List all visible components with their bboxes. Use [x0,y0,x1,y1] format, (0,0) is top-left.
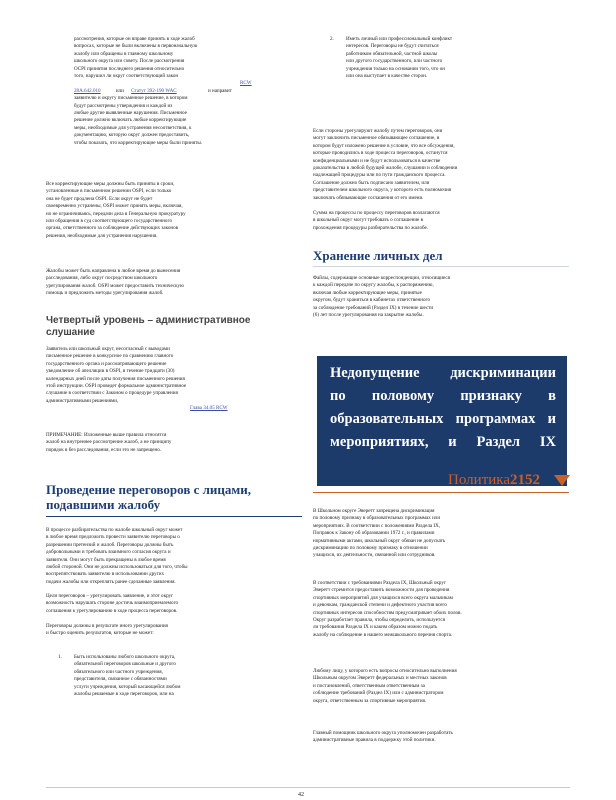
right-paragraph-6 [313,668,569,705]
text-line: учреждения только на основании того, что он [346,65,445,72]
text-line: и девочкам, гражданской степени и дефектного участия всего [313,602,447,609]
text-line: решения, необходимые для устранения нарушения. [46,232,158,239]
text-line: школьного округа или совету. После рассмотрения [74,58,185,65]
right-paragraph-3 [313,275,569,319]
text-line: вопросах, которые не были включены в первоначальную [74,43,198,50]
text-line: Быть использованы любого школьного округа, [74,654,176,660]
triangle-down-icon [554,475,570,486]
text-lines [46,181,296,240]
text-line: рассмотрения, которые он вправе принять в ходе жалоб [74,36,195,42]
text-line: заявителя. Они могут быть прекращены в любое время [46,556,166,563]
text-line: за соблюдение требований (Раздел IX) в течение шести [313,304,434,311]
text-lines [313,580,569,639]
heading-negotiation-rule [46,516,302,517]
text-line: уведомление об апелляции в ОSРI, в течение тридцати (30) [46,368,175,375]
text-line: заявителю и округу письменное решение, в котором [74,95,188,102]
text-line: административными решениями, [46,397,119,404]
text-lines [313,210,569,232]
text-line: подачи жалобы или откреплять ранее сделанные заявления. [46,578,176,585]
policy-title-line-1: Недопущение дискриминации [330,365,556,381]
text-line: Главный помощник школьного округа уполномочен разработать [313,730,453,736]
text-line: того, нарушил ли округ соответствующий закон [74,73,179,80]
text-line: доказательства в любой будущей жалобе, слушании и соблюдении [313,165,458,172]
text-line: заключать обязывающие соглашения от его имени. [313,194,424,201]
text-line: интересов. Переговоры не будут считаться [346,43,439,50]
left-paragraph-3 [46,268,296,298]
link-wac[interactable]: Статут 392-190 WAC [131,87,177,94]
text-line: своевременно устранены, ОSРI может принять меры, включая, [46,203,183,210]
text-line: жалобы решаемые в ходе переговоров, или на [74,691,174,698]
text-line: обязательного или частного учреждения, [74,668,163,675]
text-line: к каждой передаче по округу жалобы, к распоряжению, [313,282,434,289]
text-line: Иметь личный или профессиональный конфликт [346,36,453,42]
text-lines [46,623,296,638]
text-line: но не ограничиваясь, передачи дела в Генеральную прокуратуру [46,210,186,217]
left-paragraph-8 [46,623,296,638]
text-line: надлежащей процедуры или по пути гражданского процесса. [313,172,446,179]
link-ch34[interactable]: Глава 34.05 RCW [190,405,228,412]
list-item-1: 1. Быть использованы любого школьного округа, обязательной переговоров школьные и другого обязательного или частного учреждения, представителя, связанное с обязанностями услуги учреждения, который касающейся любом жалобы решаемые в ходе переговоров, или на [58,654,181,698]
text-line: В процессе разбирательства по жалобе школьный округ может [46,527,183,533]
text-line: административные правила в поддержку этой политики. [313,737,436,744]
text-line: решение должно включать любые корректирующие [74,117,187,124]
text-line: по половому признаку в образовательных программах или [313,515,441,522]
heading-negotiation: Проведение переговоров с лицами, подавшими жалобу [46,482,251,512]
text-line: обязательной переговоров школьные и другого [74,661,176,668]
text-lines [313,730,569,745]
heading-records: Хранение личных дел [313,248,443,263]
text-line: или она выступает в качестве сторон. [346,73,428,80]
policy-title-line-4: мероприятиях, и Раздел IX [330,434,556,450]
text-line: или другого государственного, или частного [346,58,443,65]
text-line: жалобу на соблюдение в нашего межшкольного перечня спорта. [313,631,453,638]
text-line: работником обязательной, частной школы [346,50,438,57]
right-paragraph-2 [313,210,569,232]
left-paragraph-5 [46,432,296,454]
text-lines [74,95,296,147]
text-line: услуги учреждения, который касающейся любом [74,683,181,690]
text-line: В соответствии с требованиями Раздела IX, Школьный округ [313,580,446,586]
text-line: Любому лицу, у которого есть вопросы относительно выполнения [313,668,457,674]
text-line: любые другие выявленные нарушения. Письменное [74,110,187,117]
text-line: календарных дней после даты получения письменного решения [46,375,185,382]
text-line: и постановлений, ответственным ответственным за [313,682,425,689]
text-lines [46,527,296,586]
text-line: прохождения процедуры разбирательства по жалобе. [313,224,429,231]
right-paragraph-7 [313,730,569,745]
right-paragraph-5 [313,580,569,639]
left-paragraph-4 [46,346,296,413]
footer-rule [46,787,570,788]
text-line: порядок в без расследования, если это не запрещено. [46,446,162,453]
left-paragraph-6 [46,527,296,586]
text-line: этой инструкции. ОSРI проведет формальное административное [46,383,187,390]
list-item-2: 2. Иметь личный или профессиональный конфликт интересов. Переговоры не будут считаться работником обязательной, частной школы или другого государственного, или частного учреждения только на основании того, что он или она выступает в качестве сторон. [330,36,453,80]
text-line: Переговоры должны в результате иного урегулирования [46,623,168,629]
text-lines [46,593,296,615]
text-line: Цели переговоров – урегулировать заявление, и этот округ [46,593,174,599]
text-line: государственного органа и рассматривающего решение [46,360,167,367]
text-lines [313,668,569,705]
text-lines [46,432,296,454]
text-line: документацию, которую округ должен предоставить, [74,132,190,139]
text-line: расследования, либо округ посредством школьного [46,275,158,282]
text-line: любой стороной. Они не должны использоваться для того, чтобы [46,564,188,571]
text-line: помощь и предложить методы урегулирования жалоб. [46,290,164,297]
text-line: Заявитель или школьный округ, несогласный с выводами [46,346,170,352]
text-line: Школьным округом Эверетт федеральных и местных законов [313,675,447,682]
text-lines [313,128,569,202]
text-line: органа, ответственного за соблюдение действующих законов [46,225,179,232]
text-line: Соглашение должно быть подписано заявителем, или [313,179,430,186]
policy-number: 2152 [510,472,540,488]
text-line: конфиденциальными и не будут использоваться в качестве [313,157,441,164]
policy-rule [313,492,569,493]
text-line: разрешении претензий и жалоб. Переговоры должны быть [46,541,174,548]
policy-number-label: Политика2152 [448,472,540,488]
text-line: (6) лет после урегулирования на закрытие жалобы. [313,312,424,319]
right-paragraph-4 [313,508,569,560]
text-line: представителем школьного округа, у которого есть полномочия [313,187,452,194]
text-line: или обращения в суд соответствующего государственного [46,218,172,225]
text-line: в любое время предложить провести заявителю переговоры о [46,534,180,541]
text-line: ли требования Раздела IX и каким образом можно подать [313,624,438,631]
text-line: Файлы, содержащие основные корреспонденции, относящиеся [313,275,450,281]
text-line: будут рассмотрены утверждения и каждой из [74,102,173,109]
text-lines [46,346,296,405]
text-line: ПРИМЕЧАНИЕ: Изложенные выше правила относятся [46,432,167,438]
text-line: включая любые корректирующие меры, принятые [313,289,422,296]
text-lines [313,275,569,319]
text-lines [346,36,452,80]
text-line: округом, будут храниться в кабинетах ответственного [313,297,430,304]
text-line: спортивных интересов способностям предусматривает обоих полов. [313,609,462,616]
text-line: Округ разработает правила, чтобы определить, используется [313,617,445,624]
text-lines [313,508,569,560]
text-line: в школьный округ могут требовать о соглашение в [313,217,423,224]
text-line: урегулирования жалоб. ОSРI может предоставить техническую [46,282,184,289]
link-28a[interactable]: 28A.642.010 [74,87,101,94]
link-rcw[interactable]: RCW [240,80,252,87]
text-line: мероприятиях. В соответствии с положениями Раздела IX, [313,522,441,529]
text-line: дискриминацию по половому признаку в отношении [313,545,428,552]
text-line: округа, ответственным за спортивные мероприятия. [313,697,427,704]
text-line: котором будут изложено решение в условие, что все обсуждения, [313,142,455,149]
text-line: воспрепятствовать заявителю в использовании других [46,571,165,578]
text-line: она не будет продлена ОSРI. Если округ не будет [46,195,153,202]
text-line: В Школьном округе Эверетт запрещена дискриминация [313,508,435,514]
left-paragraph-1: рассмотрения, которые он вправе принять в ходе жалоб вопросах, которые не были включены в первоначальную жалобу или обращены в главному школьному школьного округа или совету. После рассмотрения ОСРI принятия последнего решения относительно того, нарушил ли округ соответствующий закон RCW 28A.642.010 или Статут 392-190 WAC и направит заявителю и округу письменное решение, в котором будут рассмотрены утверждения и каждой из любые другие выявленные нарушения. Письменное решение должно включать любые корректирующие меры, необходимые для устранения несоответствия, к документацию, которую округ должен предоставить, чтобы показать, что корректирующие меры были приняты. [74,36,296,147]
text-line: жалобу или обращены в главному школьному [74,50,174,57]
left-paragraph-2 [46,181,296,240]
text-line: меры, необходимые для устранения несоответствия, к [74,124,192,131]
right-paragraph-1 [313,128,569,202]
text-line: Эверетт стремится предоставить возможности для проведения [313,587,450,594]
left-paragraph-7 [46,593,296,615]
text-line: соблюдение требований (Раздел IX) или с администратором [313,690,444,697]
text-line: представителя, связанное с обязанностями [74,676,167,683]
heading-records-rule [313,266,569,267]
text-line: Поправок к Закону об образовании 1972 г., и правилами [313,530,435,537]
text-lines [74,654,180,698]
text-line: Жалобы может быть направлена в любое время до вынесения [46,268,181,274]
text-lines [46,268,296,298]
policy-title [330,362,556,454]
text-line: установленные в письменном решении ОSРI, если только [46,188,172,195]
heading-level4: Четвертый уровень – административное слушание [46,315,251,338]
text-line: ОСРI принятия последнего решения относительно [74,65,185,72]
policy-title-line-3: образовательных программах и [330,411,556,427]
text-line: чтобы показать, что корректирующие меры были приняты. [74,139,203,146]
text-line: соглашения к урегулированию в ходе процесса переговоров. [46,607,178,614]
text-line: которые проводились в ходе процесса переговоров, останутся [313,150,448,157]
text-line: могут заключить письменное обязывающее соглашение, в [313,135,440,142]
text-line: слушание в соответствии с Законом о процедуре управления [46,390,178,397]
text-line: и быстро оценить результатов, которые не может: [46,630,154,637]
text-line: спортивных мероприятий для учащихся всего округа мальчикам [313,594,453,601]
text-line: добровольными и требовать взаимного согласия округа и [46,549,171,556]
page-number: 42 [298,792,304,798]
text-line: Если стороны урегулируют жалобу путем переговоров, они [313,128,443,134]
text-line: Все корректирующие меры должны быть приняты в сроки, [46,181,175,187]
text-line: нормативными актами, школьный округ обязан не допускать [313,537,446,544]
policy-title-line-2: по половому признаку в [330,388,556,404]
text-line: письменное решение в конкурсное по сравнению главного [46,353,174,360]
text-lines [74,36,296,80]
text-line: Сумма на процессы по процессу переговоров возлагаются [313,210,440,216]
text-line: жалоб на внутреннее рассмотрение жалоб, а не принципу [46,439,172,446]
text-line: учащихся, их деятельности, связанной или сотрудников. [313,552,436,559]
text-line: возможность нарушать стороне достичь взаимоприемлемого [46,600,179,607]
